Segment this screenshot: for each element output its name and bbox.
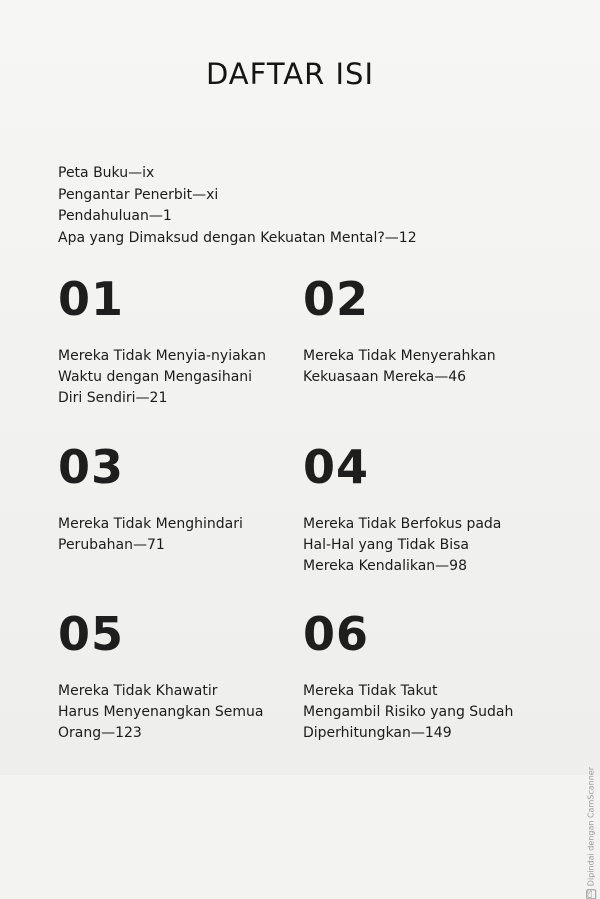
- chapter-title: [303, 346, 523, 388]
- chapter-entry-01: [58, 272, 298, 409]
- camscanner-icon: CS: [587, 890, 594, 899]
- chapter-title-line: Diri Sendiri—21: [58, 390, 168, 406]
- front-matter-list: [58, 163, 417, 249]
- scanner-watermark: [586, 767, 596, 899]
- chapter-title-line: Mereka Tidak Takut: [303, 683, 438, 699]
- chapter-number: 02: [303, 272, 370, 326]
- chapter-entry-06: [303, 607, 543, 744]
- chapter-entry-02: [303, 272, 543, 388]
- chapter-title-line: Hal-Hal yang Tidak Bisa: [303, 537, 469, 553]
- chapter-title-line: Mereka Tidak Menghindari: [58, 516, 243, 532]
- chapter-title-line: Mereka Tidak Berfokus pada: [303, 516, 502, 532]
- watermark-text: Dipindai dengan CamScanner: [586, 767, 596, 887]
- chapter-title-line: Mereka Tidak Menyerahkan: [303, 348, 496, 364]
- chapter-entry-05: [58, 607, 298, 744]
- chapter-title-line: Waktu dengan Mengasihani: [58, 369, 253, 385]
- front-matter-item: Pengantar Penerbit—xi: [58, 186, 219, 203]
- chapter-title-line: Perubahan—71: [58, 537, 165, 553]
- chapter-title: [58, 514, 288, 556]
- chapter-title-line: Diperhitungkan—149: [303, 725, 452, 741]
- front-matter-item: Apa yang Dimaksud dengan Kekuatan Mental?—12: [58, 229, 417, 246]
- chapter-title-line: Kekuasaan Mereka—46: [303, 369, 467, 385]
- front-matter-item: Pendahuluan—1: [58, 208, 172, 224]
- chapter-number: 01: [58, 272, 125, 326]
- chapter-title-line: Orang—123: [58, 725, 142, 741]
- chapter-title-line: Mereka Tidak Khawatir: [58, 683, 218, 699]
- chapter-title-line: Mengambil Risiko yang Sudah: [303, 704, 514, 720]
- chapter-title-line: Mereka Tidak Menyia-nyiakan: [58, 348, 266, 364]
- chapter-title-line: Harus Menyenangkan Semua: [58, 704, 264, 720]
- chapter-number: 06: [303, 607, 370, 661]
- chapter-title: [303, 514, 523, 577]
- page-title: DAFTAR ISI: [205, 57, 374, 92]
- chapter-title-line: Mereka Kendalikan—98: [303, 558, 467, 574]
- chapter-number: 03: [58, 440, 125, 494]
- chapter-title: [58, 681, 288, 744]
- chapter-number: 04: [303, 440, 370, 494]
- chapter-entry-03: [58, 440, 298, 556]
- front-matter-item: Peta Buku—ix: [58, 165, 155, 181]
- chapter-title: [303, 681, 523, 744]
- chapter-entry-04: [303, 440, 543, 577]
- chapter-title: [58, 346, 288, 409]
- chapter-number: 05: [58, 607, 125, 661]
